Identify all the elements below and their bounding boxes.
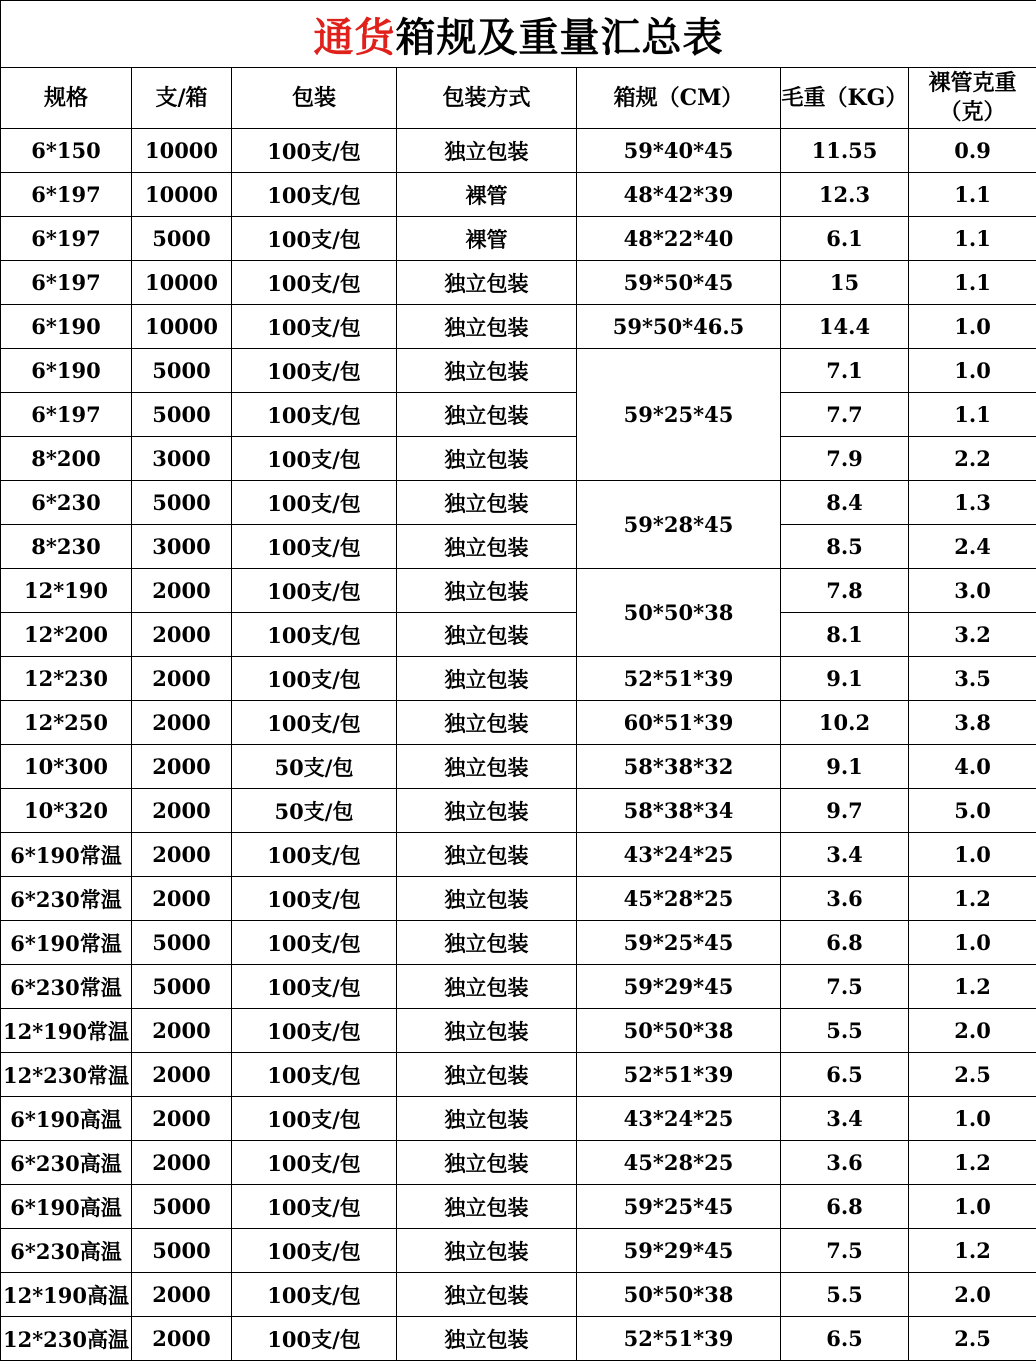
cell-weight: 3.6 (781, 1141, 909, 1185)
cell-spec: 6*190 (1, 305, 132, 349)
cell-weight: 11.55 (781, 129, 909, 173)
cell-pack: 100支/包 (232, 1317, 397, 1361)
cell-qty: 2000 (132, 1273, 232, 1317)
table-row (1, 1009, 1036, 1053)
cell-spec: 6*150 (1, 129, 132, 173)
cell-weight: 6.8 (781, 1185, 909, 1229)
table-row (1, 965, 1036, 1009)
cell-qty: 2000 (132, 789, 232, 833)
cell-method: 独立包装 (397, 1097, 577, 1141)
cell-spec: 8*200 (1, 437, 132, 481)
cell-method: 独立包装 (397, 481, 577, 525)
cell-method: 裸管 (397, 217, 577, 261)
cell-tube: 1.1 (909, 261, 1036, 305)
cell-box: 59*29*45 (577, 1229, 781, 1273)
cell-weight: 6.5 (781, 1053, 909, 1097)
cell-weight: 3.4 (781, 833, 909, 877)
cell-tube: 3.8 (909, 701, 1036, 745)
title-row (1, 1, 1036, 68)
table-row (1, 745, 1036, 789)
table-body (1, 129, 1036, 1361)
cell-method: 独立包装 (397, 877, 577, 921)
table-row (1, 1053, 1036, 1097)
cell-weight: 7.1 (781, 349, 909, 393)
cell-spec: 6*197 (1, 261, 132, 305)
cell-pack: 100支/包 (232, 921, 397, 965)
cell-weight: 8.1 (781, 613, 909, 657)
cell-tube: 1.0 (909, 1185, 1036, 1229)
cell-method: 独立包装 (397, 1273, 577, 1317)
title-rest: 箱规及重量汇总表 (395, 13, 724, 61)
cell-qty: 5000 (132, 393, 232, 437)
cell-weight: 5.5 (781, 1009, 909, 1053)
cell-method: 裸管 (397, 173, 577, 217)
cell-tube: 1.0 (909, 833, 1036, 877)
cell-box: 59*28*45 (577, 481, 781, 569)
cell-box: 58*38*34 (577, 789, 781, 833)
cell-method: 独立包装 (397, 525, 577, 569)
cell-qty: 2000 (132, 613, 232, 657)
cell-weight: 12.3 (781, 173, 909, 217)
table-row (1, 305, 1036, 349)
cell-qty: 2000 (132, 833, 232, 877)
cell-tube: 2.5 (909, 1053, 1036, 1097)
cell-spec: 12*200 (1, 613, 132, 657)
table-row (1, 437, 1036, 481)
cell-qty: 2000 (132, 1009, 232, 1053)
cell-method: 独立包装 (397, 921, 577, 965)
cell-qty: 10000 (132, 173, 232, 217)
cell-spec: 12*230高温 (1, 1317, 132, 1361)
cell-spec: 6*190高温 (1, 1097, 132, 1141)
cell-qty: 2000 (132, 1097, 232, 1141)
cell-spec: 12*230常温 (1, 1053, 132, 1097)
cell-method: 独立包装 (397, 965, 577, 1009)
cell-method: 独立包装 (397, 833, 577, 877)
header-method: 包装方式 (397, 68, 577, 129)
table-row (1, 833, 1036, 877)
cell-qty: 5000 (132, 217, 232, 261)
cell-tube: 1.0 (909, 305, 1036, 349)
cell-box: 59*29*45 (577, 965, 781, 1009)
cell-spec: 6*230高温 (1, 1141, 132, 1185)
cell-qty: 2000 (132, 877, 232, 921)
cell-pack: 100支/包 (232, 481, 397, 525)
cell-pack: 100支/包 (232, 1009, 397, 1053)
cell-method: 独立包装 (397, 745, 577, 789)
table-row (1, 217, 1036, 261)
table-row (1, 921, 1036, 965)
cell-method: 独立包装 (397, 1185, 577, 1229)
cell-qty: 5000 (132, 921, 232, 965)
cell-method: 独立包装 (397, 789, 577, 833)
cell-qty: 5000 (132, 349, 232, 393)
cell-weight: 3.4 (781, 1097, 909, 1141)
table-row (1, 613, 1036, 657)
cell-spec: 6*190常温 (1, 833, 132, 877)
cell-weight: 7.5 (781, 965, 909, 1009)
title-accent: 通货 (313, 13, 396, 61)
cell-method: 独立包装 (397, 569, 577, 613)
cell-pack: 100支/包 (232, 877, 397, 921)
cell-method: 独立包装 (397, 349, 577, 393)
cell-qty: 5000 (132, 965, 232, 1009)
cell-method: 独立包装 (397, 701, 577, 745)
header-spec: 规格 (1, 68, 132, 129)
cell-weight: 10.2 (781, 701, 909, 745)
cell-spec: 12*230 (1, 657, 132, 701)
cell-box: 45*28*25 (577, 877, 781, 921)
table-row (1, 657, 1036, 701)
cell-pack: 100支/包 (232, 1141, 397, 1185)
cell-method: 独立包装 (397, 305, 577, 349)
cell-weight: 6.5 (781, 1317, 909, 1361)
cell-box: 48*42*39 (577, 173, 781, 217)
cell-pack: 100支/包 (232, 613, 397, 657)
cell-qty: 2000 (132, 657, 232, 701)
table-row (1, 789, 1036, 833)
table-row (1, 877, 1036, 921)
cell-qty: 2000 (132, 745, 232, 789)
cell-tube: 2.0 (909, 1009, 1036, 1053)
cell-pack: 100支/包 (232, 173, 397, 217)
cell-weight: 14.4 (781, 305, 909, 349)
cell-box: 50*50*38 (577, 1009, 781, 1053)
cell-weight: 6.1 (781, 217, 909, 261)
cell-box: 59*25*45 (577, 1185, 781, 1229)
cell-box: 52*51*39 (577, 657, 781, 701)
cell-box: 60*51*39 (577, 701, 781, 745)
cell-method: 独立包装 (397, 393, 577, 437)
cell-spec: 6*190常温 (1, 921, 132, 965)
cell-box: 58*38*32 (577, 745, 781, 789)
cell-tube: 2.2 (909, 437, 1036, 481)
cell-pack: 100支/包 (232, 305, 397, 349)
cell-pack: 100支/包 (232, 261, 397, 305)
cell-tube: 1.2 (909, 1141, 1036, 1185)
cell-tube: 3.5 (909, 657, 1036, 701)
cell-qty: 2000 (132, 1053, 232, 1097)
cell-pack: 100支/包 (232, 1185, 397, 1229)
cell-weight: 7.7 (781, 393, 909, 437)
cell-method: 独立包装 (397, 1229, 577, 1273)
cell-box: 59*50*45 (577, 261, 781, 305)
header-row (1, 68, 1036, 129)
header-qty: 支/箱 (132, 68, 232, 129)
cell-spec: 12*190 (1, 569, 132, 613)
cell-spec: 6*197 (1, 173, 132, 217)
cell-tube: 1.0 (909, 1097, 1036, 1141)
cell-pack: 100支/包 (232, 1097, 397, 1141)
cell-method: 独立包装 (397, 1009, 577, 1053)
table-row (1, 1273, 1036, 1317)
cell-box: 59*25*45 (577, 921, 781, 965)
cell-box: 59*25*45 (577, 349, 781, 481)
cell-tube: 1.1 (909, 217, 1036, 261)
cell-box: 59*40*45 (577, 129, 781, 173)
cell-pack: 100支/包 (232, 833, 397, 877)
cell-weight: 3.6 (781, 877, 909, 921)
cell-tube: 1.2 (909, 877, 1036, 921)
cell-weight: 5.5 (781, 1273, 909, 1317)
cell-tube: 2.4 (909, 525, 1036, 569)
header-tube: 裸管克重 （克） (909, 68, 1036, 129)
cell-qty: 2000 (132, 569, 232, 613)
cell-tube: 1.2 (909, 1229, 1036, 1273)
cell-box: 59*50*46.5 (577, 305, 781, 349)
cell-method: 独立包装 (397, 1141, 577, 1185)
cell-method: 独立包装 (397, 261, 577, 305)
header-pack: 包装 (232, 68, 397, 129)
cell-qty: 10000 (132, 261, 232, 305)
header-weight: 毛重（KG） (781, 68, 909, 129)
cell-box: 43*24*25 (577, 833, 781, 877)
table-row (1, 1097, 1036, 1141)
table-row (1, 569, 1036, 613)
cell-weight: 9.1 (781, 657, 909, 701)
cell-qty: 5000 (132, 481, 232, 525)
cell-pack: 100支/包 (232, 1229, 397, 1273)
table-row (1, 393, 1036, 437)
cell-weight: 8.5 (781, 525, 909, 569)
cell-qty: 5000 (132, 1229, 232, 1273)
cell-qty: 5000 (132, 1185, 232, 1229)
cell-box: 50*50*38 (577, 1273, 781, 1317)
table-row (1, 129, 1036, 173)
cell-pack: 100支/包 (232, 1273, 397, 1317)
cell-weight: 9.7 (781, 789, 909, 833)
cell-qty: 2000 (132, 1317, 232, 1361)
cell-box: 43*24*25 (577, 1097, 781, 1141)
cell-pack: 100支/包 (232, 1053, 397, 1097)
cell-pack: 50支/包 (232, 745, 397, 789)
cell-box: 52*51*39 (577, 1053, 781, 1097)
cell-spec: 10*300 (1, 745, 132, 789)
cell-tube: 1.2 (909, 965, 1036, 1009)
cell-spec: 6*230 (1, 481, 132, 525)
cell-method: 独立包装 (397, 129, 577, 173)
cell-tube: 0.9 (909, 129, 1036, 173)
cell-tube: 3.0 (909, 569, 1036, 613)
cell-method: 独立包装 (397, 613, 577, 657)
cell-pack: 50支/包 (232, 789, 397, 833)
cell-spec: 10*320 (1, 789, 132, 833)
cell-weight: 7.8 (781, 569, 909, 613)
cell-tube: 4.0 (909, 745, 1036, 789)
cell-qty: 2000 (132, 701, 232, 745)
table-row (1, 349, 1036, 393)
cell-pack: 100支/包 (232, 437, 397, 481)
cell-spec: 6*197 (1, 393, 132, 437)
cell-qty: 3000 (132, 525, 232, 569)
cell-weight: 6.8 (781, 921, 909, 965)
cell-pack: 100支/包 (232, 525, 397, 569)
cell-tube: 1.0 (909, 349, 1036, 393)
cell-spec: 6*190 (1, 349, 132, 393)
cell-spec: 12*250 (1, 701, 132, 745)
table-row (1, 1185, 1036, 1229)
table-row (1, 1229, 1036, 1273)
cell-pack: 100支/包 (232, 569, 397, 613)
cell-method: 独立包装 (397, 657, 577, 701)
cell-qty: 2000 (132, 1141, 232, 1185)
cell-box: 50*50*38 (577, 569, 781, 657)
table-row (1, 1141, 1036, 1185)
page-title (1, 1, 1036, 68)
table-row (1, 701, 1036, 745)
cell-spec: 6*230常温 (1, 965, 132, 1009)
cell-tube: 2.0 (909, 1273, 1036, 1317)
cell-spec: 12*190高温 (1, 1273, 132, 1317)
cell-box: 48*22*40 (577, 217, 781, 261)
cell-pack: 100支/包 (232, 393, 397, 437)
cell-spec: 6*190高温 (1, 1185, 132, 1229)
cell-weight: 8.4 (781, 481, 909, 525)
cell-pack: 100支/包 (232, 349, 397, 393)
header-box: 箱规（CM） (577, 68, 781, 129)
cell-tube: 2.5 (909, 1317, 1036, 1361)
cell-spec: 6*197 (1, 217, 132, 261)
cell-box: 52*51*39 (577, 1317, 781, 1361)
cell-tube: 1.1 (909, 393, 1036, 437)
cell-tube: 5.0 (909, 789, 1036, 833)
cell-qty: 10000 (132, 129, 232, 173)
table-row (1, 525, 1036, 569)
cell-weight: 7.9 (781, 437, 909, 481)
cell-pack: 100支/包 (232, 657, 397, 701)
cell-weight: 7.5 (781, 1229, 909, 1273)
cell-box: 45*28*25 (577, 1141, 781, 1185)
cell-spec: 8*230 (1, 525, 132, 569)
cell-spec: 12*190常温 (1, 1009, 132, 1053)
cell-method: 独立包装 (397, 437, 577, 481)
cell-pack: 100支/包 (232, 217, 397, 261)
cell-spec: 6*230高温 (1, 1229, 132, 1273)
cell-spec: 6*230常温 (1, 877, 132, 921)
table-row (1, 481, 1036, 525)
table-row (1, 173, 1036, 217)
cell-tube: 3.2 (909, 613, 1036, 657)
cell-qty: 10000 (132, 305, 232, 349)
cell-weight: 9.1 (781, 745, 909, 789)
table-row (1, 1317, 1036, 1361)
cell-tube: 1.0 (909, 921, 1036, 965)
cell-qty: 3000 (132, 437, 232, 481)
cell-pack: 100支/包 (232, 701, 397, 745)
table-row (1, 261, 1036, 305)
cell-pack: 100支/包 (232, 129, 397, 173)
cell-tube: 1.1 (909, 173, 1036, 217)
cell-weight: 15 (781, 261, 909, 305)
cell-method: 独立包装 (397, 1053, 577, 1097)
cell-pack: 100支/包 (232, 965, 397, 1009)
cell-tube: 1.3 (909, 481, 1036, 525)
cell-method: 独立包装 (397, 1317, 577, 1361)
